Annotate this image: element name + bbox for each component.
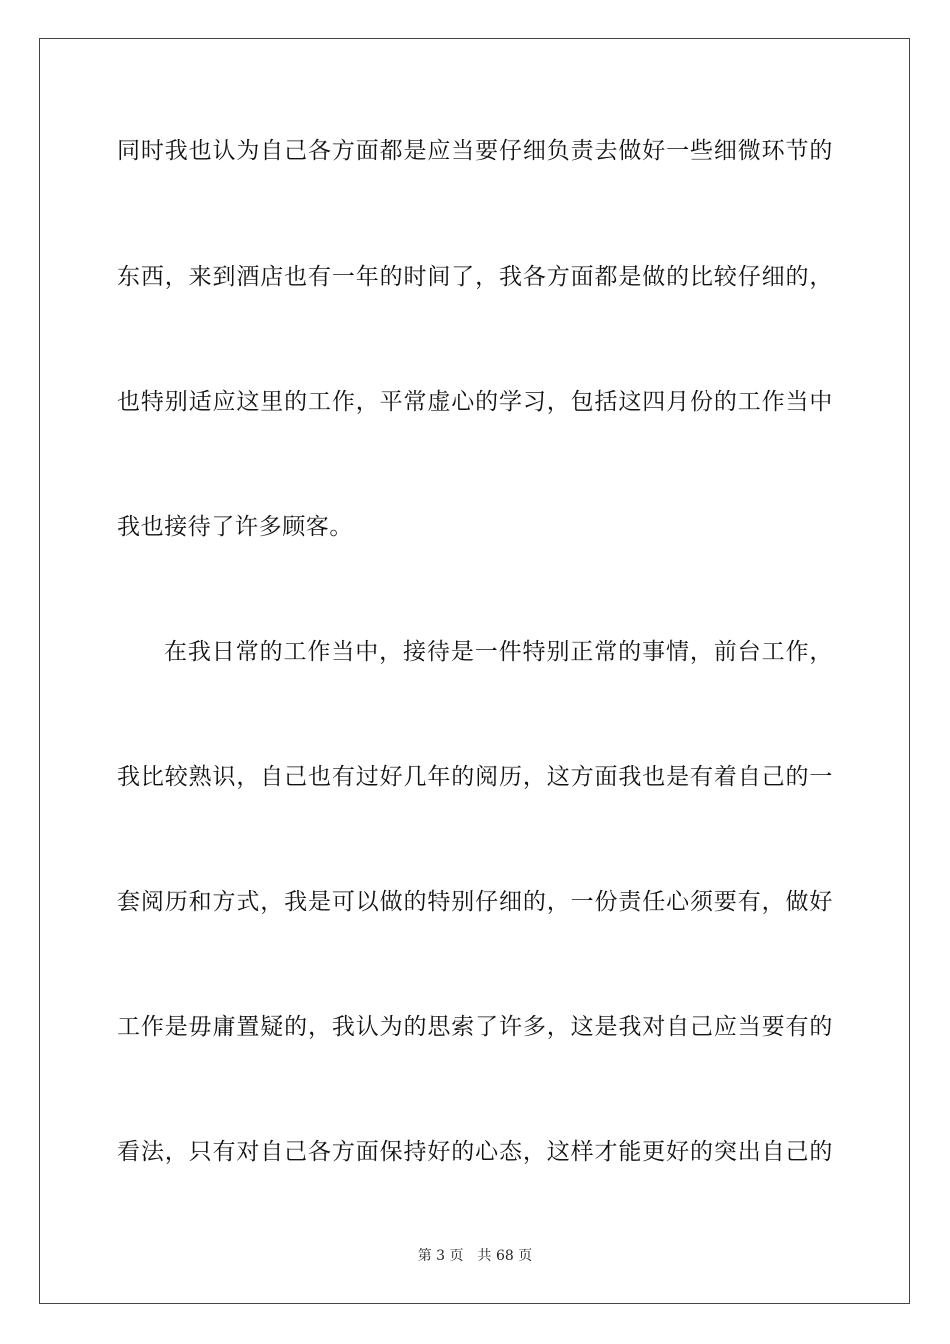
text-line-3: 也特别适应这里的工作，平常虚心的学习，包括这四月份的工作当中: [117, 389, 833, 415]
page-footer: [0, 1247, 950, 1265]
text-line-2: 东西，来到酒店也有一年的时间了，我各方面都是做的比较仔细的，: [117, 264, 833, 290]
text-line-7: 套阅历和方式，我是可以做的特别仔细的，一份责任心须要有，做好: [117, 889, 833, 915]
page-border: [39, 38, 910, 1304]
text-line-4: 我也接待了许多顾客。: [117, 514, 353, 540]
text-line-6: 我比较熟识，自己也有过好几年的阅历，这方面我也是有着自己的一: [117, 764, 833, 790]
page-number: 第 3 页: [417, 1248, 464, 1264]
text-line-9: 看法，只有对自己各方面保持好的心态，这样才能更好的突出自己的: [117, 1139, 833, 1165]
text-line-5: 在我日常的工作当中，接待是一件特别正常的事情，前台工作，: [164, 639, 833, 665]
page-total: 共 68 页: [477, 1248, 533, 1264]
text-line-8: 工作是毋庸置疑的，我认为的思索了许多，这是我对自己应当要有的: [117, 1014, 833, 1040]
text-line-1: 同时我也认为自己各方面都是应当要仔细负责去做好一些细微环节的: [117, 138, 833, 164]
